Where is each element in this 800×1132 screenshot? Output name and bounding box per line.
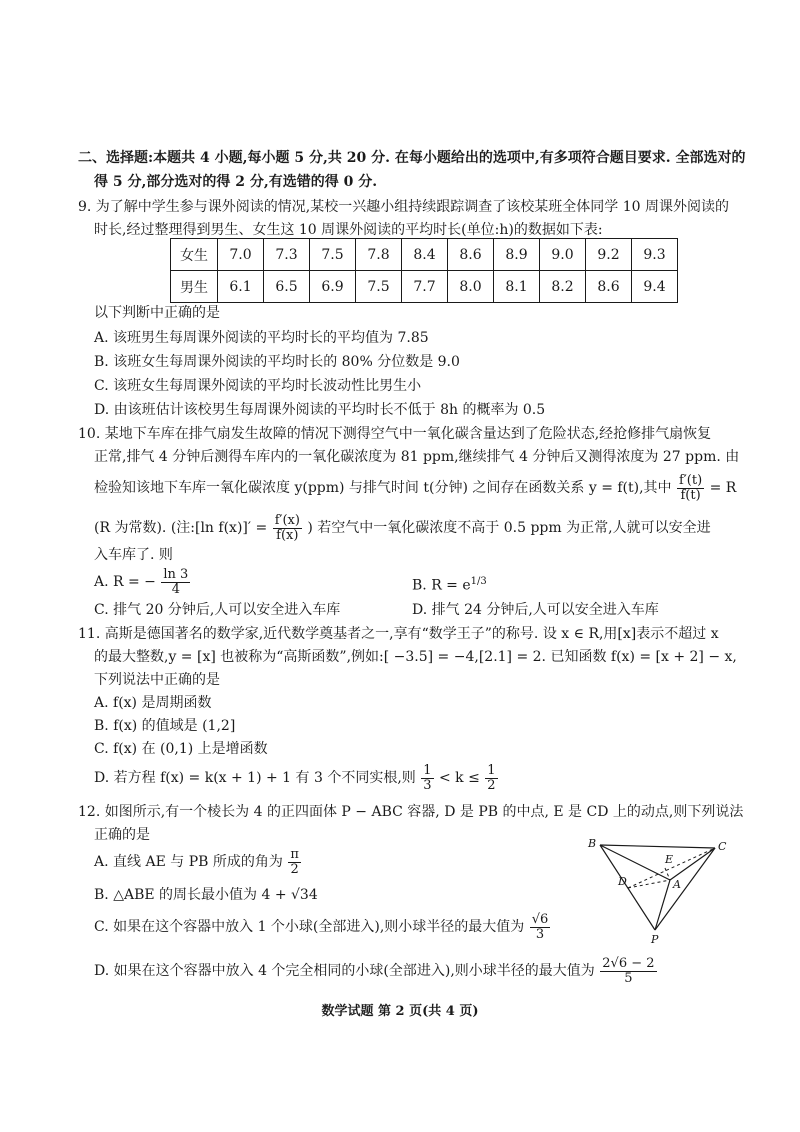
q10-option-a: [94, 564, 191, 600]
table-cell: 8.6: [448, 239, 494, 271]
table-cell: 7.0: [218, 239, 264, 271]
q10-line3-tail: = R: [709, 480, 737, 496]
edge-ca: [670, 848, 715, 880]
fraction-denominator: 2: [487, 777, 496, 793]
q10-option-c: C. 排气 20 分钟后,人可以安全进入车库: [94, 602, 341, 618]
table-cell: 6.9: [310, 271, 356, 303]
table-cell: 8.1: [494, 271, 540, 303]
section-heading-line1: 二、选择题:本题共 4 小题,每小题 5 分,共 20 分. 在每小题给出的选项中,有多项符合题目要求. 全部选对的: [78, 150, 746, 166]
q12-optc-fraction: [530, 913, 551, 942]
option-text: C. 如果在这个容器中放入 1 个小球(全部进入),则小球半径的最大值为: [94, 919, 525, 935]
fraction-denominator: 3: [535, 926, 545, 942]
table-cell: 7.5: [356, 271, 402, 303]
table-cell: 8.2: [540, 271, 586, 303]
table-cell: 7.3: [264, 239, 310, 271]
q10-option-d: D. 排气 24 分钟后,人可以安全进入车库: [412, 602, 659, 618]
q9-option-a: A. 该班男生每周课外阅读的平均时长的平均值为 7.85: [94, 330, 429, 346]
q12-line1: 12. 如图所示,有一个棱长为 4 的正四面体 P − ABC 容器, D 是 PB 的中点, E 是 CD 上的动点,则下列说法: [78, 804, 744, 820]
fraction-numerator: f′(x): [274, 512, 300, 528]
table-cell: 6.1: [218, 271, 264, 303]
fraction-numerator: 1: [423, 762, 432, 778]
q10-line3-text: 检验知该地下车库一氧化碳浓度 y(ppm) 与排气时间 t(分钟) 之间存在函数关系 y = f(t),其中: [94, 480, 672, 496]
fraction-numerator: √6: [531, 911, 549, 927]
label-b: B: [588, 837, 597, 850]
fraction-denominator: 3: [423, 777, 432, 793]
edge-cp: [655, 848, 715, 930]
table-cell: 6.5: [264, 271, 310, 303]
q11-line1: 11. 高斯是德国著名的数学家,近代数学奠基者之一,享有“数学王子”的称号. 设 x ∈ R,用[x]表示不超过 x: [78, 626, 719, 642]
option-text: < k ≤: [438, 770, 480, 786]
edge-ba: [600, 845, 670, 880]
option-text: D. 如果在这个容器中放入 4 个完全相同的小球(全部进入),则小球半径的最大值为: [94, 963, 595, 979]
edge-bp: [600, 845, 655, 930]
page-footer: 数学试题 第 2 页(共 4 页): [321, 1004, 479, 1019]
q12-option-b: B. △ABE 的周长最小值为 4 + √34: [94, 887, 318, 903]
label-c: C: [718, 840, 727, 853]
fraction-numerator: π: [290, 846, 299, 862]
row-label: 女生: [171, 239, 218, 271]
table-cell: 8.6: [586, 271, 632, 303]
q12-line2: 正确的是: [94, 827, 150, 843]
table-cell: 7.7: [402, 271, 448, 303]
fraction-denominator: 4: [171, 581, 180, 597]
q10-line4-tail: ) 若空气中一氧化碳浓度不高于 0.5 ppm 为正常,人就可以安全进: [307, 520, 711, 536]
exponent: 1/3: [470, 576, 487, 587]
option-text: A. 直线 AE 与 PB 所成的角为: [94, 854, 283, 870]
q11-option-b: B. f(x) 的值域是 (1,2]: [94, 718, 236, 734]
fraction-numerator: 1: [487, 762, 496, 778]
fraction-numerator: 2√6 − 2: [602, 955, 655, 971]
table-cell: 8.0: [448, 271, 494, 303]
q11-line2: 的最大整数,y = [x] 也被称为“高斯函数”,例如:[ −3.5] = −4,[2.1] = 2. 已知函数 f(x) = [x + 2] − x,: [94, 649, 737, 665]
table-cell: 9.4: [632, 271, 678, 303]
fraction-numerator: ln 3: [163, 566, 189, 582]
tetrahedron-figure: [585, 835, 730, 947]
q9-stem-line1: 9. 为了解中学生参与课外阅读的情况,某校一兴趣小组持续跟踪调查了该校某班全体同学 10 周课外阅读的: [78, 199, 729, 215]
row-label: 男生: [171, 271, 218, 303]
edge-ap: [655, 880, 670, 930]
q9-option-b: B. 该班女生每周课外阅读的平均时长的 80% 分位数是 9.0: [94, 354, 460, 370]
q12-option-d: [94, 953, 658, 989]
q9-option-c: C. 该班女生每周课外阅读的平均时长波动性比男生小: [94, 378, 422, 394]
q11-optd-fraction-2: [485, 764, 497, 793]
table-cell: 9.0: [540, 239, 586, 271]
table-row: [171, 271, 678, 303]
q10-ratio-fraction: [677, 474, 704, 503]
q11-option-a: A. f(x) 是周期函数: [94, 695, 212, 711]
q11-option-d: [94, 760, 499, 796]
q10-opta-fraction: [161, 568, 190, 597]
q12-option-a: [94, 844, 302, 880]
q11-optd-fraction-1: [421, 764, 433, 793]
option-text: D. 若方程 f(x) = k(x + 1) + 1 有 3 个不同实根,则: [94, 770, 416, 786]
fraction-denominator: 5: [624, 970, 633, 986]
q10-line3: [94, 470, 736, 506]
fraction-denominator: f(x): [276, 527, 299, 543]
table-cell: 9.3: [632, 239, 678, 271]
table-cell: 7.5: [310, 239, 356, 271]
q12-option-c: [94, 909, 551, 945]
q9-stem-line2: 时长,经过整理得到男生、女生这 10 周课外阅读的平均时长(单位:h)的数据如下表:: [94, 222, 603, 238]
q9-data-table: [170, 238, 678, 303]
option-text: A. R = −: [94, 574, 156, 590]
label-e: E: [665, 853, 674, 866]
q10-derivative-fraction: [273, 514, 302, 543]
fraction-denominator: f(t): [680, 487, 701, 503]
fraction-denominator: 2: [290, 861, 299, 877]
q10-line5: 入车库了. 则: [94, 547, 173, 563]
q10-line4: [94, 510, 711, 546]
q9-option-d: D. 由该班估计该校男生每周课外阅读的平均时长不低于 8h 的概率为 0.5: [94, 402, 546, 418]
q12-opta-fraction: [288, 848, 301, 877]
table-cell: 8.9: [494, 239, 540, 271]
table-cell: 8.4: [402, 239, 448, 271]
q11-option-c: C. f(x) 在 (0,1) 上是增函数: [94, 741, 268, 757]
q11-line3: 下列说法中正确的是: [94, 672, 220, 688]
segment-da: [628, 880, 670, 888]
label-d: D: [618, 875, 627, 888]
section-heading-line2: 得 5 分,部分选对的得 2 分,有选错的得 0 分.: [94, 174, 378, 190]
table-row: [171, 239, 678, 271]
q9-prompt: 以下判断中正确的是: [94, 305, 220, 321]
edge-bc: [600, 845, 715, 848]
q12-optd-fraction: [600, 957, 656, 986]
q10-line1: 10. 某地下车库在排气扇发生故障的情况下测得空气中一氧化碳含量达到了危险状态,经抢修排气扇恢复: [78, 426, 712, 442]
table-cell: 7.8: [356, 239, 402, 271]
label-p: P: [651, 933, 659, 946]
q10-line4-pre: (R 为常数). (注:[ln f(x)]′ =: [94, 520, 268, 536]
fraction-numerator: f′(t): [679, 472, 703, 488]
table-cell: 9.2: [586, 239, 632, 271]
option-text: B. R = e: [412, 577, 471, 594]
q10-option-b: [412, 564, 487, 604]
label-a: A: [673, 878, 681, 891]
q10-line2: 正常,排气 4 分钟后测得车库内的一氧化碳浓度为 81 ppm,继续排气 4 分钟后又测得浓度为 27 ppm. 由: [94, 449, 740, 465]
